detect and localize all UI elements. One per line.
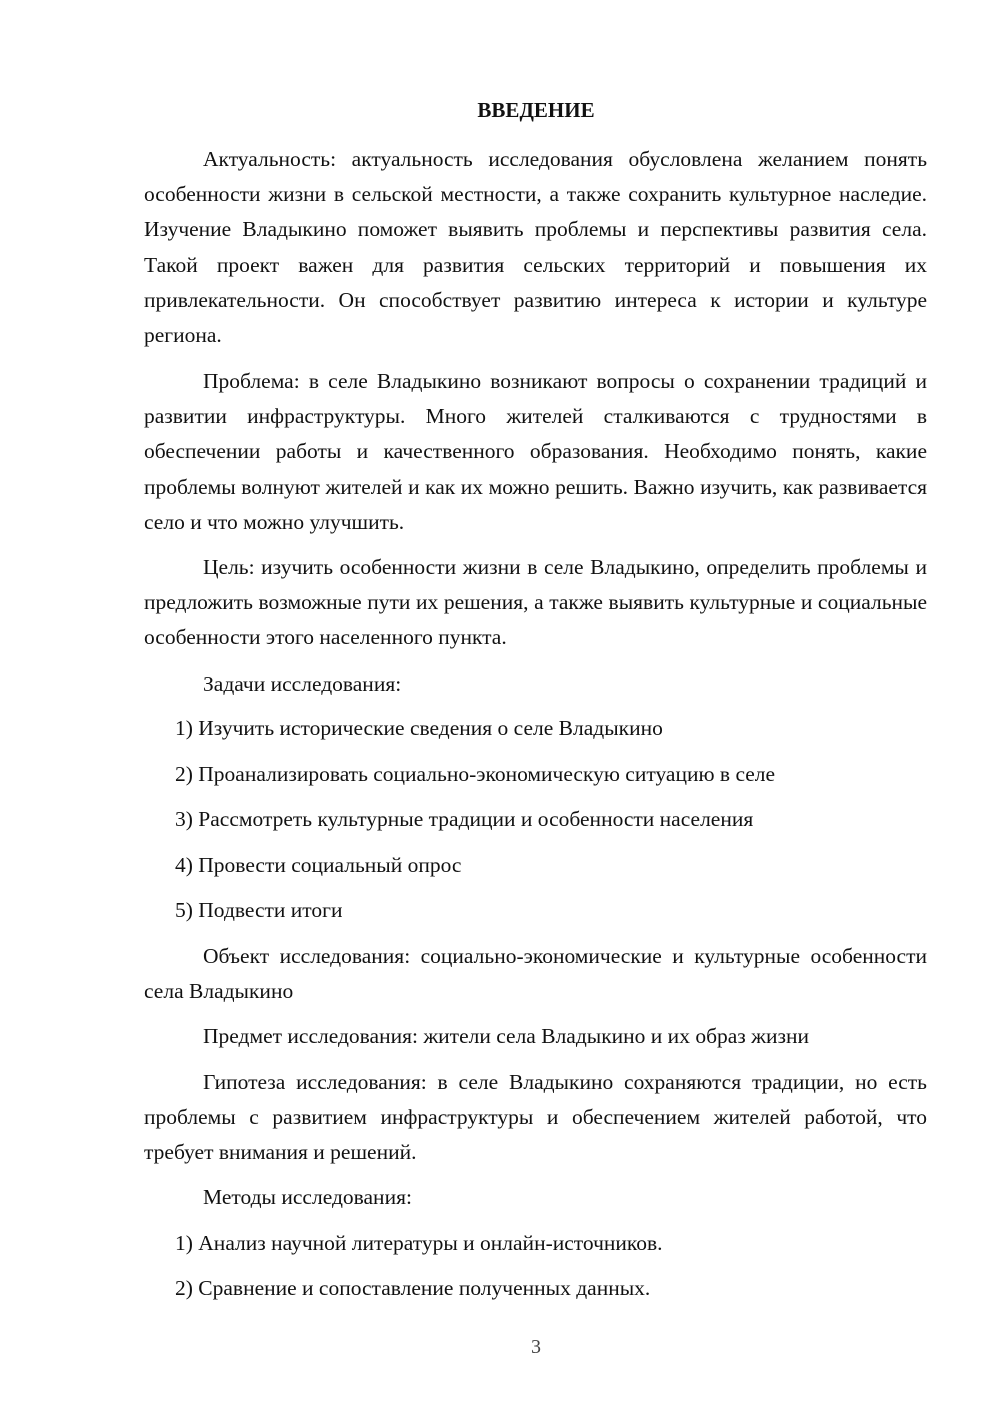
method-item: 2) Сравнение и сопоставление полученных данных.	[175, 1276, 651, 1300]
subject-paragraph: Предмет исследования: жители села Владыкино и их образ жизни	[203, 1024, 810, 1048]
method-item: 1) Анализ научной литературы и онлайн-источников.	[175, 1231, 663, 1255]
task-item: 5) Подвести итоги	[175, 898, 343, 922]
task-item: 2) Проанализировать социально-экономическую ситуацию в селе	[175, 762, 776, 786]
relevance-paragraph: Актуальность: актуальность исследования обусловлена желанием понять особенности жизни в сельской местности, а также сохранить культурное наследие. Изучение Владыкино поможет выявить проблемы и перспективы развития села. Такой проект важен для развития сельских территорий и повышения их привлекательности. Он способствует развитию интереса к истории и культуре региона.	[144, 147, 927, 348]
tasks-heading: Задачи исследования:	[203, 672, 402, 696]
goal-paragraph: Цель: изучить особенности жизни в селе Владыкино, определить проблемы и предложить возможные пути их решения, а также выявить культурные и социальные особенности этого населенного пункта.	[144, 555, 927, 650]
problem-paragraph: Проблема: в селе Владыкино возникают вопросы о сохранении традиций и развитии инфраструктуры. Много жителей сталкиваются с трудностями в обеспечении работы и качественного образования. Необходимо понять, какие проблемы волнуют жителей и как их можно решить. Важно изучить, как развивается село и что можно улучшить.	[144, 369, 927, 534]
task-item: 1) Изучить исторические сведения о селе Владыкино	[175, 716, 663, 740]
page-number: 3	[531, 1336, 541, 1358]
hypothesis-paragraph: Гипотеза исследования: в селе Владыкино сохраняются традиции, но есть проблемы с развитием инфраструктуры и обеспечением жителей работой, что требует внимания и решений.	[144, 1070, 927, 1165]
page-title: ВВЕДЕНИЕ	[477, 98, 595, 122]
object-paragraph: Объект исследования: социально-экономические и культурные особенности села Владыкино	[144, 944, 927, 1004]
methods-heading: Методы исследования:	[203, 1185, 412, 1209]
task-item: 4) Провести социальный опрос	[175, 853, 462, 877]
task-item: 3) Рассмотреть культурные традиции и особенности населения	[175, 807, 754, 831]
